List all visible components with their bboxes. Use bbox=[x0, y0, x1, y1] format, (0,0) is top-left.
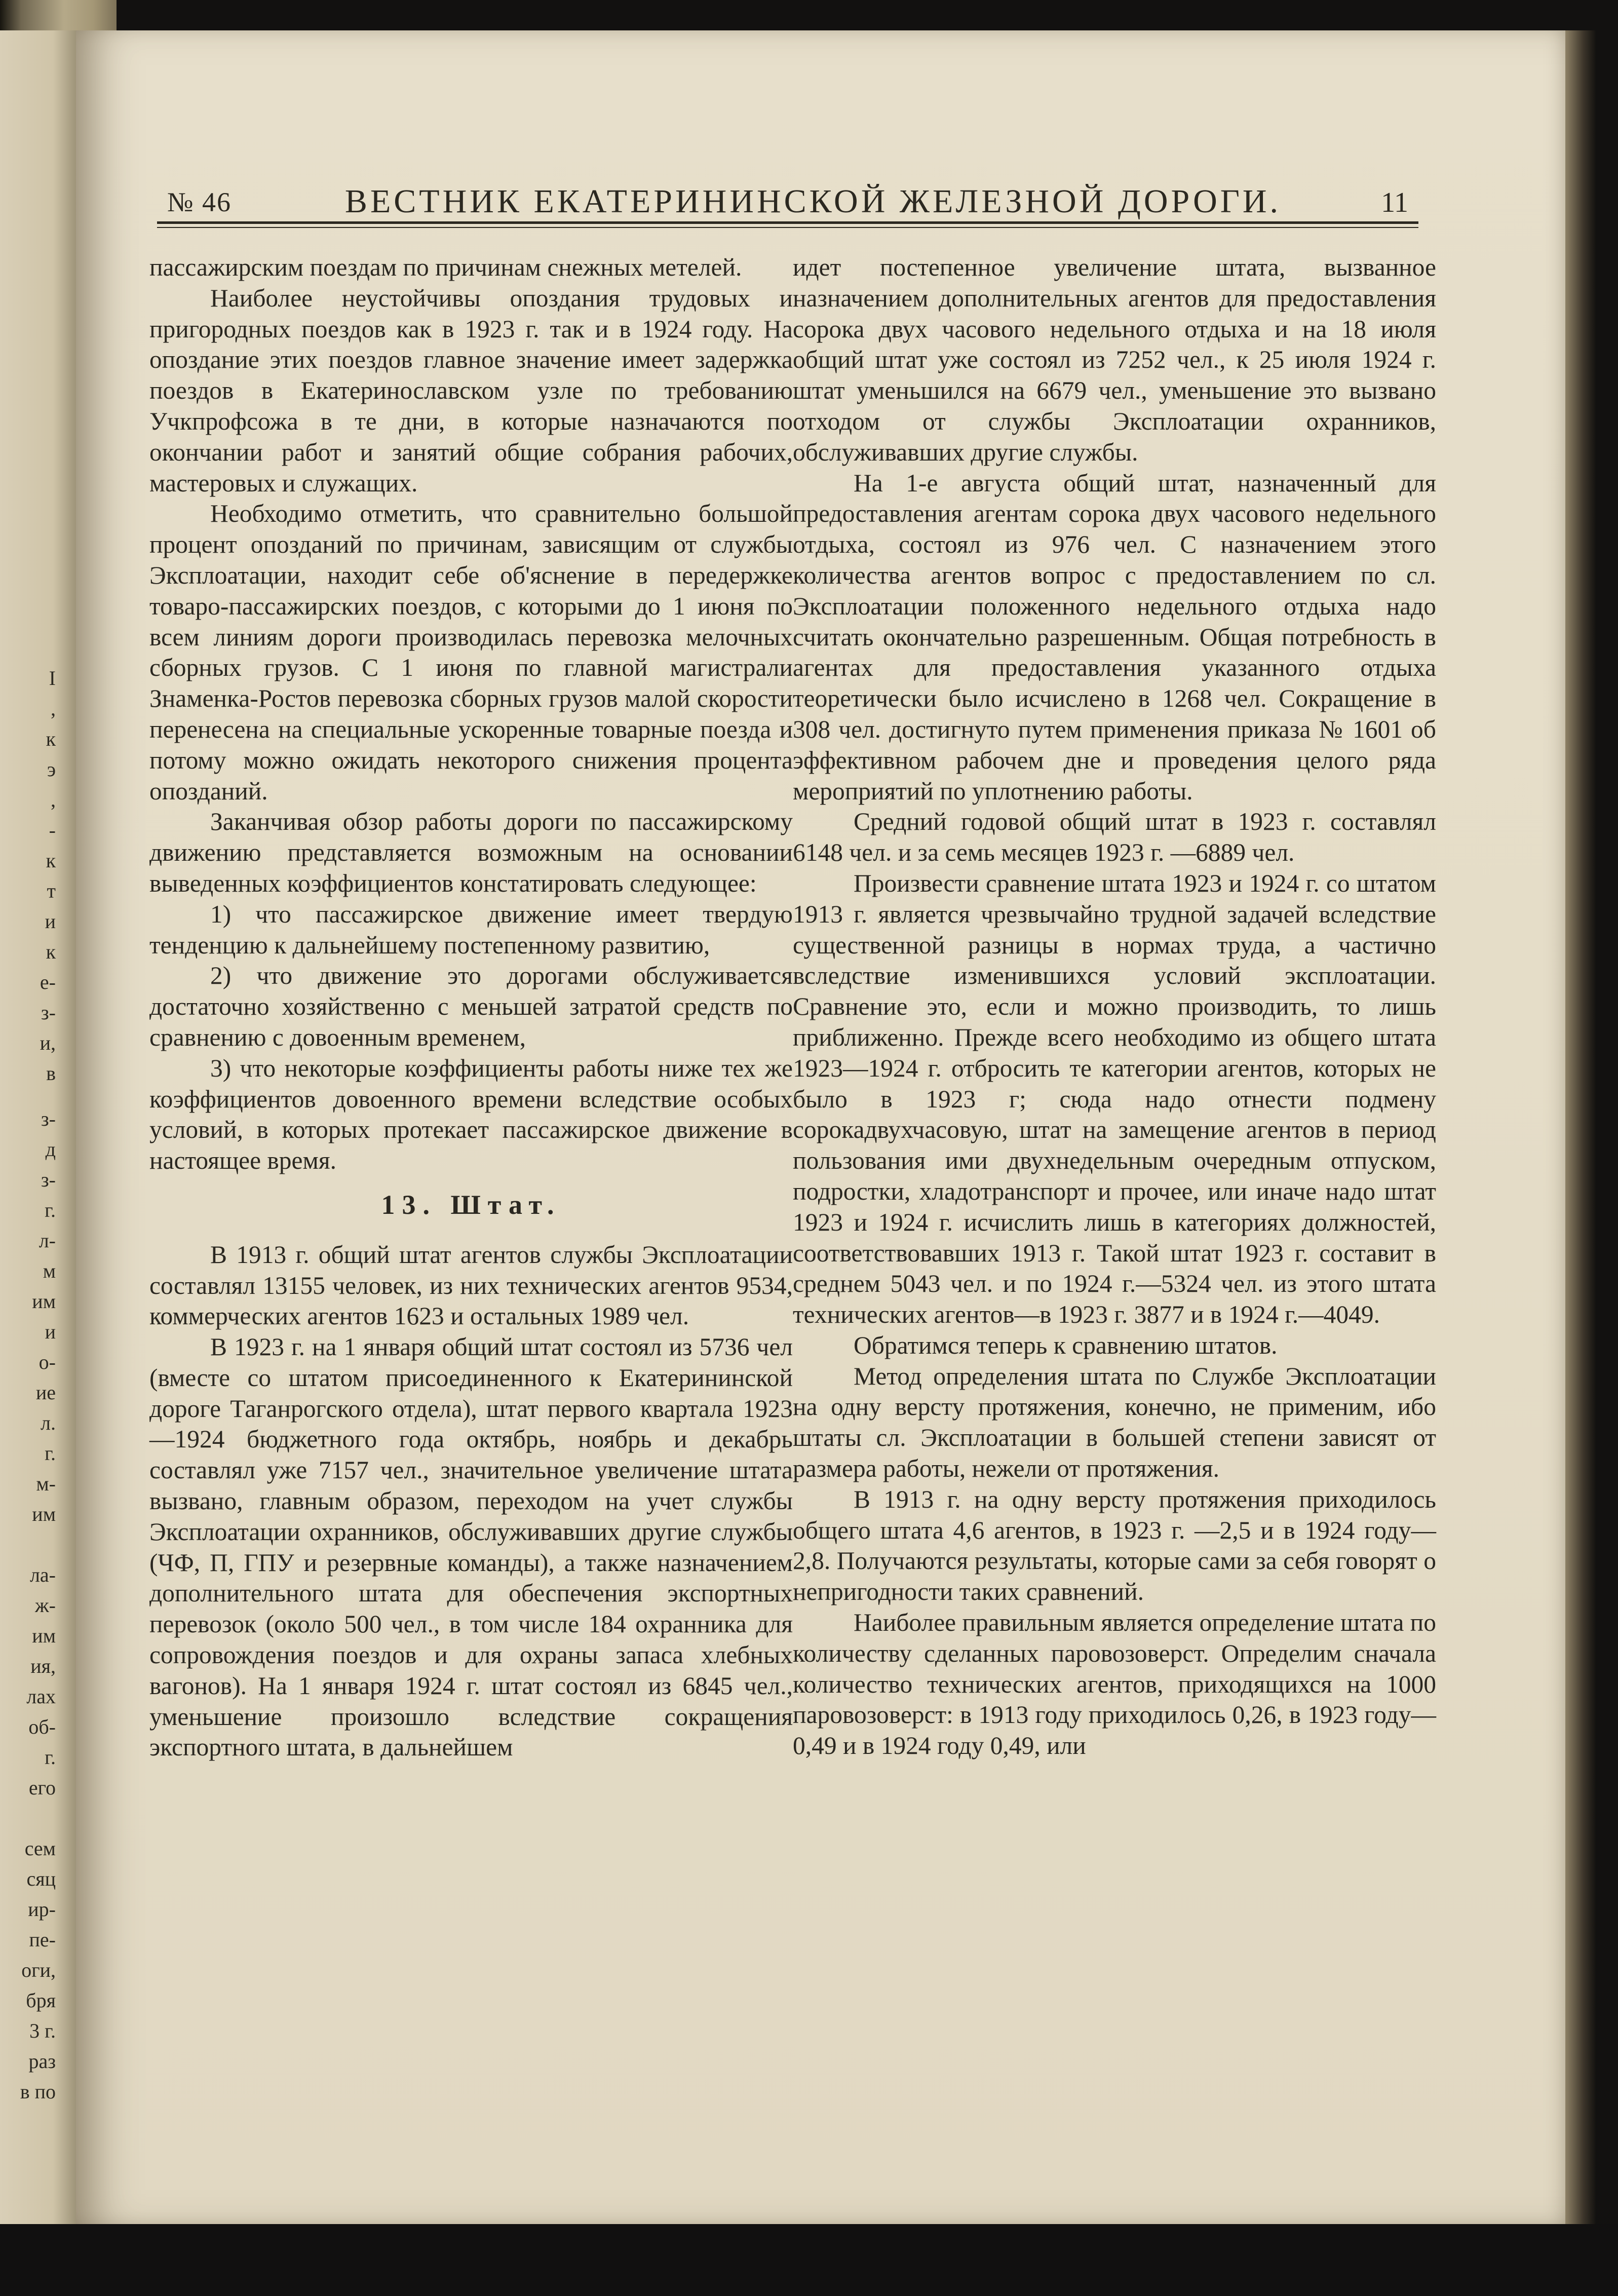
right-column bbox=[793, 252, 1436, 1762]
previous-page-fragment: к bbox=[46, 940, 56, 963]
paragraph: Метод определения штата по Службе Эксплоатации на одну версту протяжения, конечно, не применим, ибо штаты сл. Эксплоатации в большей степени зависят от размера работы, нежели от протяжения. bbox=[793, 1362, 1436, 1483]
running-header bbox=[167, 182, 1408, 223]
previous-page-fragment: 3 г. bbox=[29, 2019, 56, 2042]
previous-page-fragment: I bbox=[49, 667, 56, 690]
header-rule-thin bbox=[157, 227, 1418, 228]
previous-page-fragment: и, bbox=[40, 1031, 56, 1054]
previous-page-fragment: об- bbox=[28, 1715, 56, 1738]
previous-page-fragment: пе- bbox=[29, 1928, 56, 1951]
previous-page-fragment: его bbox=[28, 1776, 56, 1799]
previous-page-fragment: л. bbox=[41, 1411, 56, 1434]
previous-page-fragment: к bbox=[46, 728, 56, 750]
previous-page-fragment: г. bbox=[45, 1746, 56, 1769]
previous-page-fragment: им bbox=[32, 1503, 56, 1525]
previous-page-fragment: г. bbox=[45, 1199, 56, 1221]
previous-page-fragment: м bbox=[43, 1259, 56, 1282]
previous-page-fragment: ж- bbox=[35, 1594, 56, 1617]
list-item: 1) что пассажирское движение имеет твердую тенденцию к дальнейшему постепенному развитию, bbox=[149, 900, 793, 959]
previous-page-fragment: г. bbox=[45, 1442, 56, 1465]
page-number: 11 bbox=[1381, 187, 1408, 218]
previous-page-fragment: сяц bbox=[26, 1867, 56, 1890]
section-heading: 13. Штат. bbox=[381, 1189, 561, 1220]
previous-page-fragment: д bbox=[45, 1138, 56, 1161]
paragraph: пассажирским поездам по причинам снежных метелей. bbox=[149, 253, 742, 281]
previous-page-fragment: и bbox=[45, 910, 56, 933]
previous-page-fragment: ла- bbox=[29, 1563, 56, 1586]
paragraph: Заканчивая обзор работы дороги по пассажирскому движению представляется возможным на основании выведенных коэффициентов констатировать следующее: bbox=[149, 808, 793, 897]
previous-page-fragment: л- bbox=[38, 1229, 56, 1252]
paragraph: Наиболее правильным является определение штата по количеству сделанных паровозоверст. Определим сначала количество технических агентов, приходящихся на 1000 паровозоверст: в 1913 году приходилось 0,26, в 1923 году—0,49 и в 1924 году 0,49, или bbox=[793, 1609, 1436, 1760]
paragraph: Произвести сравнение штата 1923 и 1924 г. со штатом 1913 г. является чрезвычайно трудной задачей вследствие существенной разницы в нормах труда, а частично вследствие изменившихся условий эксплоатации. Сравнение это, если и можно производить, то лишь приближенно. Прежде всего необходимо из общего штата 1923—1924 г. отбросить те категории агентов, которых не было в 1923 г; сюда надо отнести подмену сорокадвухчасовую, штат на замещение агентов в период пользования ими двухнедельным очередным отпуском, подростки, хладотранспорт и прочее, или иначе надо штат 1923 и 1924 г. исчислить лишь в категориях должностей, соответствовавших 1913 г. Такой штат 1923 г. составит в среднем 5043 чел. и по 1924 г.—5324 чел. из этого штата технических агентов—в 1923 г. 3877 и в 1924 г.—4049. bbox=[793, 869, 1436, 1329]
previous-page-fragment: к bbox=[46, 849, 56, 872]
page-right-shadow bbox=[1565, 30, 1596, 2224]
paragraph: На 1-е августа общий штат, назначенный для предоставления агентам сорока двух часового недельного отдыха, состоял из 976 чел. С назначением этого количества агентов вопрос с предоставлением по сл. Эксплоатации положенного недельного отдыха надо считать окончательно разрешенным. Общая потребность в агентах для предоставления указанного отдыха теоретически было исчислено в 1268 чел. Сокращение в 308 чел. достигнуто путем применения приказа № 1601 об эффективном рабочем дне и проведения целого ряда мероприятий по уплотнению работы. bbox=[793, 469, 1436, 805]
scan-bottom-margin bbox=[0, 2224, 1618, 2296]
previous-page-fragment: сем bbox=[24, 1837, 56, 1860]
previous-page-fragment: оги, bbox=[21, 1959, 56, 1981]
previous-page-fragment: з- bbox=[41, 1107, 56, 1130]
previous-page-fragment: з- bbox=[41, 1001, 56, 1024]
paragraph: В 1913 г. на одну версту протяжения приходилось общего штата 4,6 агентов, в 1923 г. —2,5 и в 1924 году—2,8. Получаются результаты, которые сами за себя говорят о непригодности таких сравнений. bbox=[793, 1485, 1436, 1606]
issue-number: № 46 bbox=[167, 187, 232, 217]
previous-page-fragment: о- bbox=[38, 1351, 56, 1373]
list-item: 2) что движение это дорогами обслуживается достаточно хозяйственно с меньшей затратой средств по сравнению с довоенным временем, bbox=[149, 962, 793, 1051]
paragraph: В 1923 г. на 1 января общий штат состоял из 5736 чел (вместе со штатом присоединенного к Екатерининской дороге Таганрогского отдела), штат первого квартала 1923—1924 бюджетного года октябрь, ноябрь и декабрь составлял уже 7157 чел., значительное увеличение штата вызвано, главным образом, переходом на учет службы Эксплоатации охранников, обслуживавших другие службы (ЧФ, П, ГПУ и резервные команды), а также назначением дополнительного штата для обеспечения экспортных перевозок (около 500 чел., в том числе 184 охранника для сопровождения поездов и для охраны запаса хлебных вагонов). На 1 января 1924 г. штат состоял из 6845 чел., уменьшение произошло вследствие сокращения экспортного штата, в дальнейшем bbox=[149, 1333, 793, 1762]
journal-title: ВЕСТНИК ЕКАТЕРИНИНСКОЙ ЖЕЛЕЗНОЙ ДОРОГИ. bbox=[344, 183, 1282, 220]
previous-page-fragment: в bbox=[46, 1062, 56, 1085]
paragraph: Средний годовой общий штат в 1923 г. составлял 6148 чел. и за семь месяцев 1923 г. —6889 чел. bbox=[793, 808, 1436, 867]
list-item: 3) что некоторые коэффициенты работы ниже тех же коэффициентов довоенного времени вследствие особых условий, в которых протекает пассажирское движение в настоящее время. bbox=[149, 1054, 793, 1175]
left-column bbox=[149, 252, 793, 1763]
previous-page-fragment: лах bbox=[26, 1685, 56, 1708]
previous-page-fragment: в по bbox=[20, 2080, 56, 2103]
previous-page-fragment: ир- bbox=[28, 1898, 56, 1921]
previous-page-fragment: , bbox=[51, 788, 56, 811]
previous-page-fragment: т bbox=[47, 879, 56, 902]
paragraph: Наиболее неустойчивы опоздания трудовых и пригородных поездов как в 1923 г. так и в 1924 году. На опоздание этих поездов главное значение имеет задержка поездов в Екатеринославском узле по требованию Учкпрофсожа в те дни, в которые назначаются по окончании работ и занятий общие собрания рабочих, мастеровых и служащих. bbox=[149, 284, 793, 497]
previous-page-fragment: ие bbox=[35, 1381, 56, 1404]
previous-page-fragment: , bbox=[51, 697, 56, 720]
header-rule-thick bbox=[157, 221, 1418, 224]
paragraph: Обратимся теперь к сравнению штатов. bbox=[854, 1331, 1278, 1359]
previous-page-fragment: им bbox=[32, 1290, 56, 1313]
previous-page-fragment: м- bbox=[36, 1472, 56, 1495]
previous-page-fragment: бря bbox=[26, 1989, 56, 2012]
previous-page-fragment: им bbox=[32, 1624, 56, 1647]
previous-page-fragment: е- bbox=[40, 971, 56, 993]
previous-page-fragment: з- bbox=[41, 1168, 56, 1191]
previous-page-fragment: раз bbox=[28, 2050, 56, 2073]
paragraph: идет постепенное увеличение штата, вызванное назначением дополнительных агентов для предоставления сорока двух часового недельного отдыха и на 18 июля общий штат уже состоял из 7252 чел., к 25 июля 1924 г. штат уменьшился на 6679 чел., уменьшение это вызвано отходом от службы Эксплоатации охранников, обслуживавших другие службы. bbox=[793, 253, 1436, 466]
previous-page-fragment: и bbox=[45, 1320, 56, 1343]
previous-page-fragment: - bbox=[49, 819, 56, 841]
paragraph: Необходимо отметить, что сравнительно большой процент опозданий по причинам, зависящим от службы Эксплоатации, находит себе об'яснение в передержке товаро-пассажирских поездов, с которыми до 1 июня по всем линиям дороги производилась перевозка мелочных сборных грузов. С 1 июня по главной магистрали Знаменка-Ростов перевозка сборных грузов малой скорости перенесена на специальные ускоренные товарные поезда и потому можно ожидать некоторого снижения процента опозданий. bbox=[149, 500, 793, 805]
previous-page-fragment: э bbox=[47, 758, 56, 781]
paragraph: В 1913 г. общий штат агентов службы Эксплоатации составлял 13155 человек, из них технических агентов 9534, коммерческих агентов 1623 и остальных 1989 чел. bbox=[149, 1240, 793, 1330]
previous-page-fragment: ия, bbox=[30, 1655, 56, 1677]
